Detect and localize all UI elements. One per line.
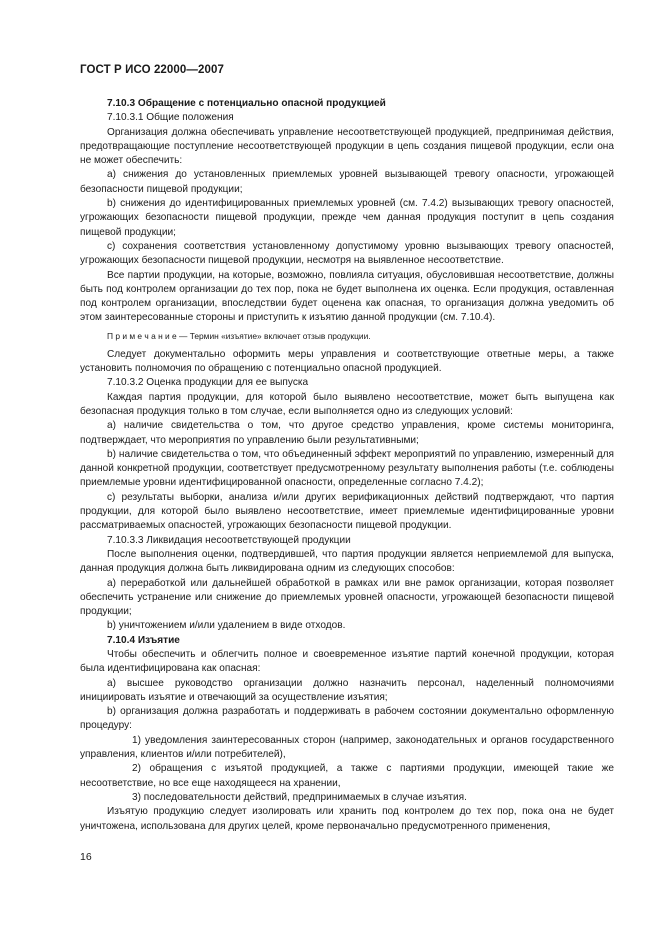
list-item: a) снижения до установленных приемлемых уровней вызывающей тревогу опасности, угрожающей безопасности пищевой продукции; xyxy=(80,169,614,195)
paragraph: Изъятую продукцию следует изолировать или хранить под контролем до тех пор, пока она не будет уничтожена, использована для других целей, кроме первоначально предусмотренного применения, xyxy=(80,806,614,832)
subsection-heading-7-10-3-1: 7.10.3.1 Общие положения xyxy=(107,112,234,124)
paragraph: Чтобы обеспечить и облегчить полное и своевременное изъятие партий конечной продукции, которая была идентифицирована как опасная: xyxy=(80,648,614,675)
page-header: ГОСТ Р ИСО 22000—2007 xyxy=(80,64,225,76)
subsection-heading-7-10-3-3: 7.10.3.3 Ликвидация несоответствующей продукции xyxy=(107,534,351,546)
paragraph: Организация должна обеспечивать управление несоответствующей продукцией, предпринимая действия, предотвращающие поступление несоответствующей продукции в цепь создания пищевой продукции, если она не может обеспечить: xyxy=(80,126,614,167)
list-item: c) сохранения соответствия установленному допустимому уровню вызывающих тревогу опасностей, угрожающих безопасности пищевой продукции, несмотря на выявленное несоответствие. xyxy=(80,240,614,267)
paragraph: Следует документально оформить меры управления и соответствующие ответные меры, а также установить полномочия по обращению с потенциально опасной продукцией. xyxy=(80,348,614,375)
list-item: b) уничтожением и/или удалением в виде отходов. xyxy=(107,620,346,632)
list-item: a) высшее руководство организации должно назначить персонал, наделенный полномочиями инициировать изъятие и отвечающий за осуществление изъятия; xyxy=(80,677,614,703)
note: П р и м е ч а н и е — Термин «изъятие» включает отзыв продукции. xyxy=(107,330,371,341)
sub-list-item: 3) последовательности действий, предпринимаемых в случае изъятия. xyxy=(132,791,467,803)
paragraph: После выполнения оценки, подтвердившей, что партия продукции является неприемлемой для выпуска, данная продукция должна быть ликвидирована одним из следующих способов: xyxy=(80,548,614,575)
list-item: a) наличие свидетельства о том, что другое средство управления, кроме системы мониторинга, подтверждает, что мероприятия по управлению были результативными; xyxy=(80,420,614,446)
list-item: b) организация должна разработать и поддерживать в рабочем состоянии документально оформленную процедуру: xyxy=(80,706,614,732)
section-heading-7-10-3: 7.10.3 Обращение с потенциально опасной продукцией xyxy=(107,98,386,109)
list-item: b) наличие свидетельства о том, что объединенный эффект мероприятий по управлению, измеренный для данной конкретной продукции, соответствует предусмотренному результату выполнения работы (т.е. соблюдены приемлемые уровни идентифицированной опасности, определенные согласно 7.4.2); xyxy=(80,448,614,489)
paragraph: Все партии продукции, на которые, возможно, повлияла ситуация, обусловившая несоответствие, должны быть под контролем организации до тех пор, пока не будет выполнена их оценка. Если продукция, оставленная под контролем организации, впоследствии будет оценена как опасная, то организация должна уведомить об этом заинтересованные стороны и приступить к изъятию данной продукции (см. 7.10.4). xyxy=(80,269,614,324)
list-item: b) снижения до идентифицированных приемлемых уровней (см. 7.4.2) вызывающих тревогу опасностей, угрожающих безопасности пищевой продукции, прежде чем данная продукция поступит в цепь создания пищевой продукции; xyxy=(80,198,614,238)
sub-list-item: 2) обращения с изъятой продукцией, а также с партиями продукции, имеющей такие же несоответствие, но все еще находящееся на хранении, xyxy=(80,763,614,789)
list-item: a) переработкой или дальнейшей обработкой в рамках или вне рамок организации, которая позволяет обеспечить устранение или снижение до приемлемых уровней опасности, угрожающей безопасности пищевой продукции; xyxy=(80,577,614,618)
document-body xyxy=(80,97,614,834)
page-number: 16 xyxy=(80,851,92,863)
paragraph: Каждая партия продукции, для которой было выявлено несоответствие, может быть выпущена как безопасная продукция только в том случае, если выполняется одно из следующих условий: xyxy=(80,391,614,417)
sub-list-item: 1) уведомления заинтересованных сторон (например, законодательных и органов государственного управления, клиентов и/или потребителей), xyxy=(80,734,614,761)
subsection-heading-7-10-3-2: 7.10.3.2 Оценка продукции для ее выпуска xyxy=(107,377,309,389)
section-heading-7-10-4: 7.10.4 Изъятие xyxy=(107,634,180,646)
list-item: c) результаты выборки, анализа и/или других верификационных действий подтверждают, что партия продукции, для которой было выявлено несоответствие, имеет приемлемые идентифицированные уровни рассматриваемых опасностей, угрожающих безопасности пищевой продукции. xyxy=(80,491,614,532)
